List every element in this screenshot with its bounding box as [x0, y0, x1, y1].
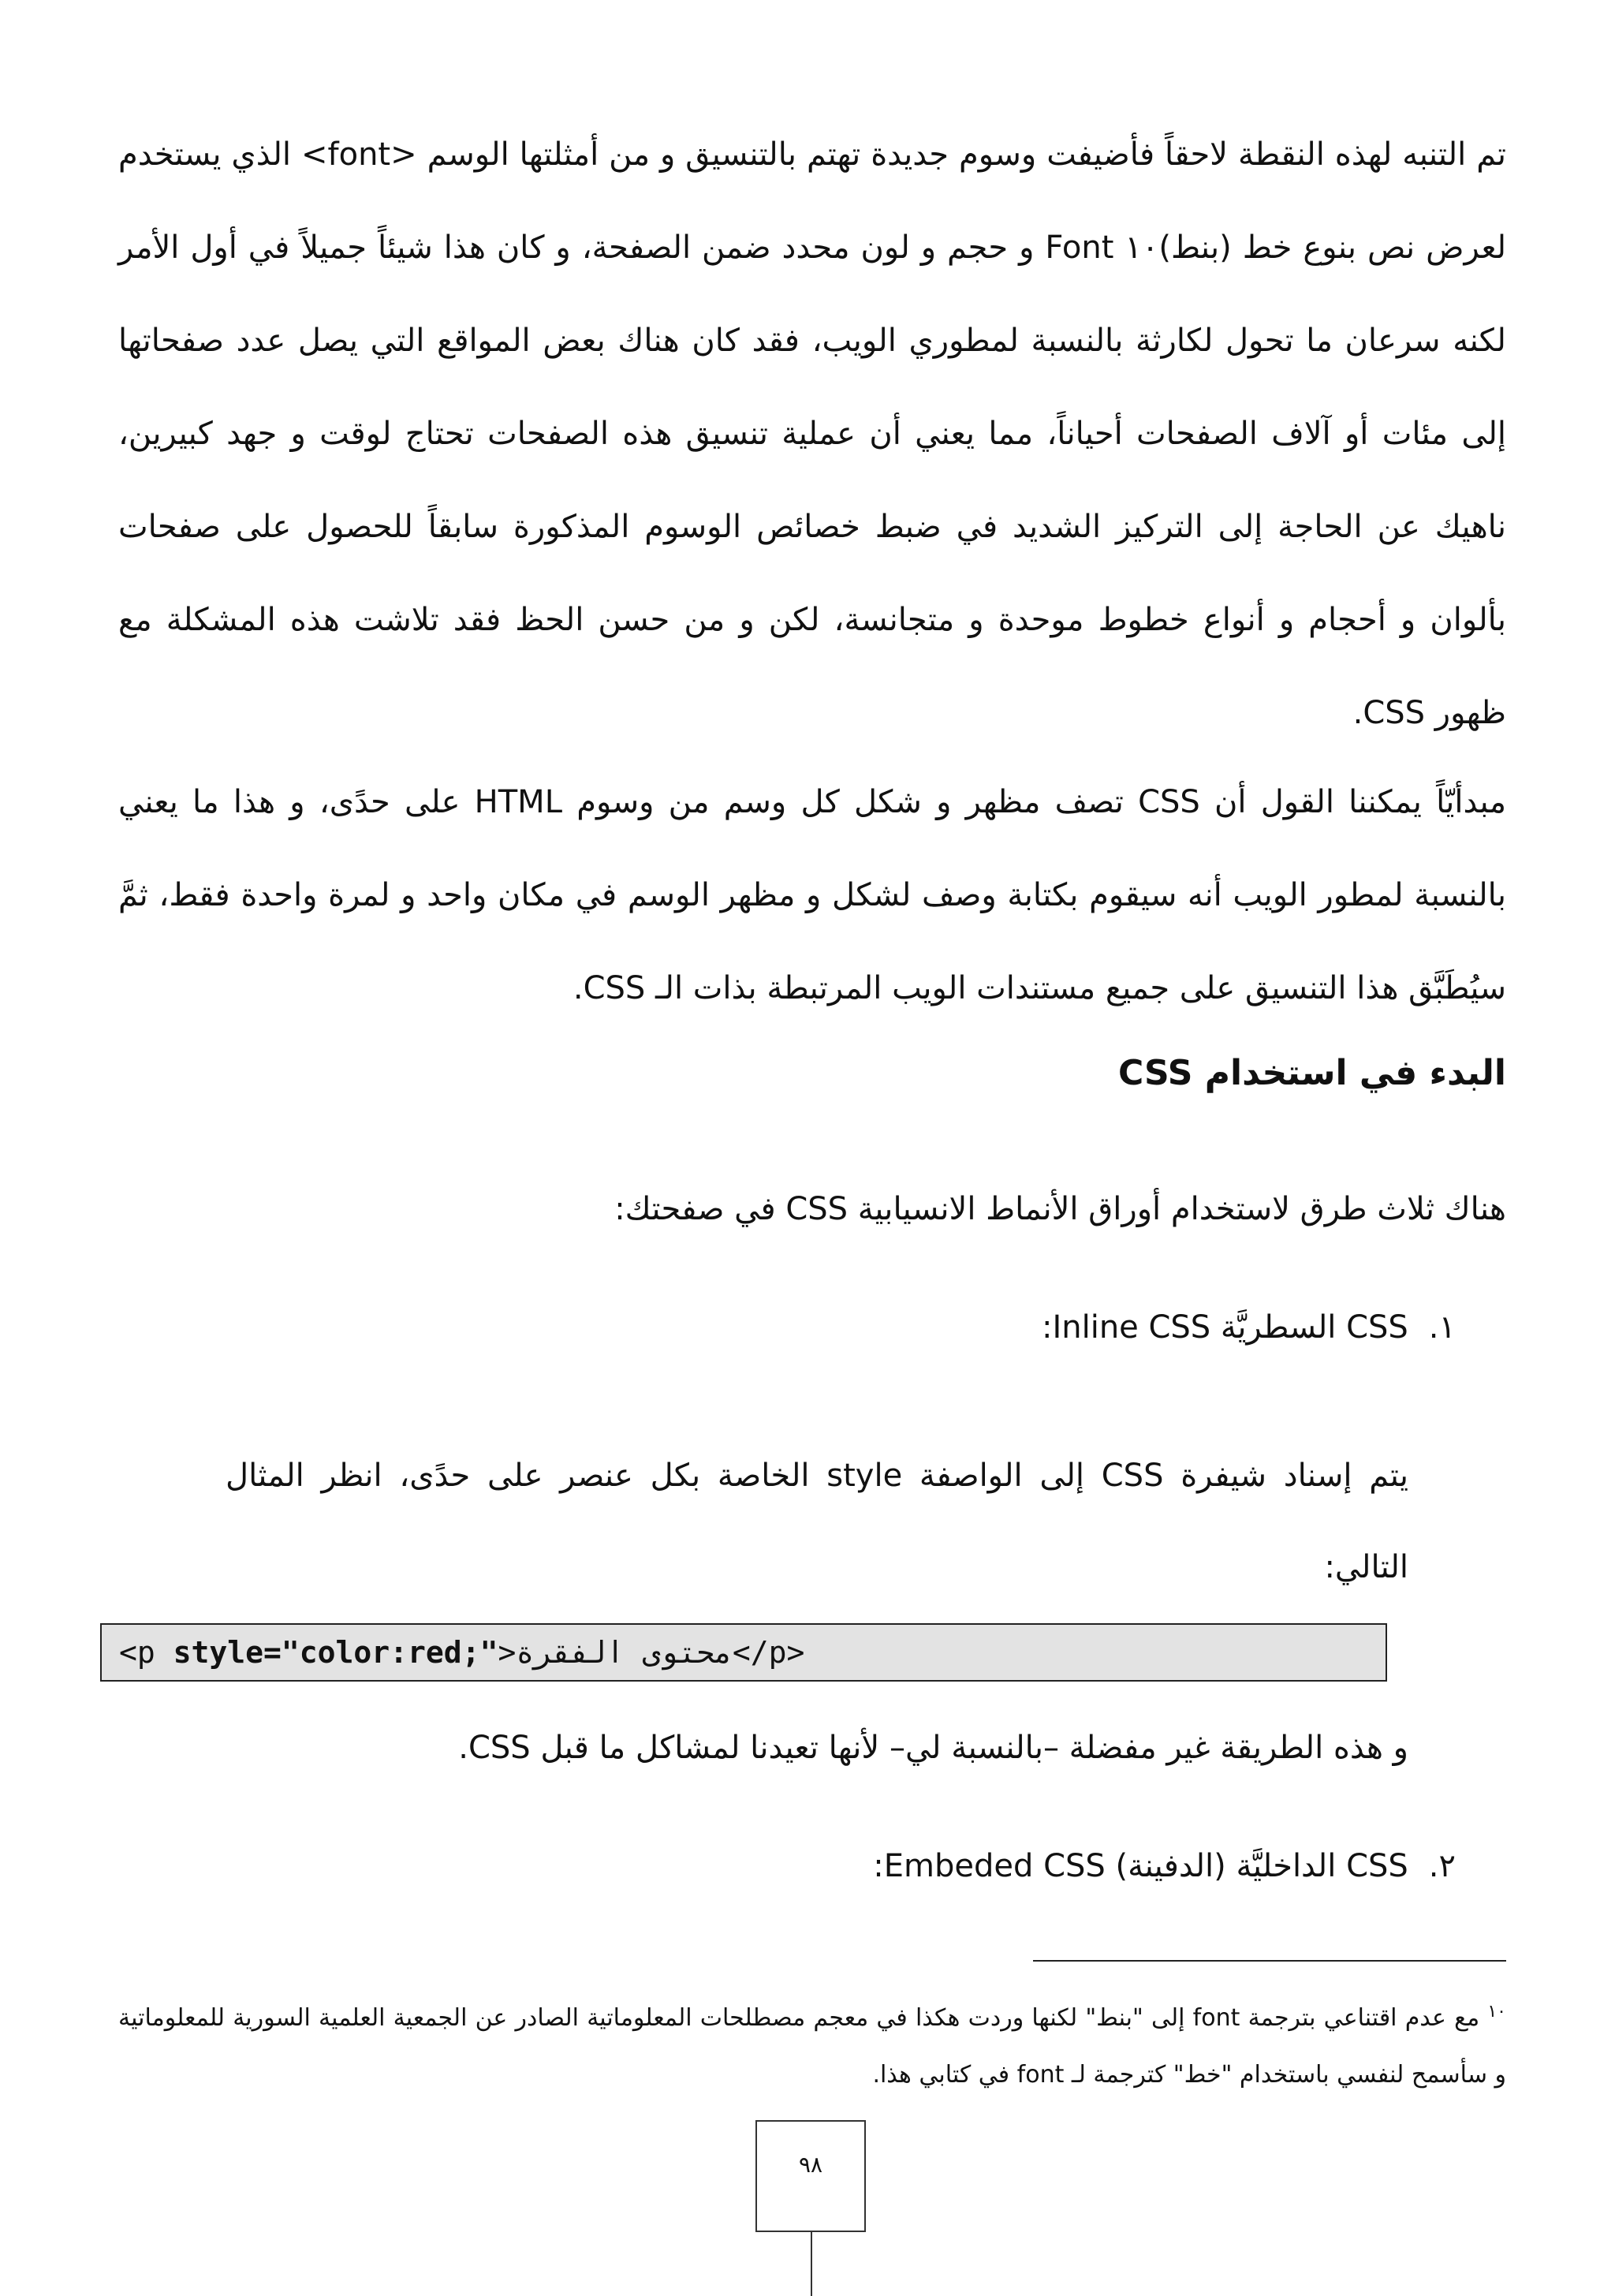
list-item-number: ٢.	[1428, 1848, 1456, 1884]
page-number: ٩٨	[755, 2120, 866, 2232]
code-example	[100, 1623, 1387, 1682]
methods-intro: هناك ثلاث طرق لاستخدام أوراق الأنماط الانسيابية CSS في صفحتك:	[614, 1191, 1506, 1227]
inline-css-note: و هذه الطريقة غير مفضلة –بالنسبة لي– لأنها تعيدنا لمشاكل ما قبل CSS.	[458, 1730, 1408, 1766]
code-style-attribute: style="color:red;"	[173, 1635, 498, 1670]
list-item-text: CSS الداخليَّة (الدفينة) Embeded CSS:	[873, 1848, 1408, 1884]
code-open-tag: <p	[119, 1635, 173, 1670]
footnote-text: مع عدم اقتناعي بترجمة font إلى "بنط" لكنها وردت هكذا في معجم مصطلحات المعلوماتية الصادر عن الجمعية العلمية السورية للمعلوماتية و سأسمح لنفسي باستخدام "خط" كترجمة لـ font في كتابي هذا.	[118, 2004, 1506, 2089]
list-item-embedded-css	[509, 1848, 1456, 1884]
page-number-line	[811, 2232, 812, 2296]
footnote-marker: ١٠	[1487, 2002, 1506, 2022]
footnote-divider	[1033, 1960, 1506, 1962]
body-paragraph-font-tag: تم التنبه لهذه النقطة لاحقاً فأضيفت وسوم جديدة تهتم بالتنسيق و من أمثلتها الوسم <font> الذي يستخدم لعرض نص بنوع خط (بنط)١٠ Font و حجم و لون محدد ضمن الصفحة، و كان هذا شيئاً جميلاً في أول الأمر لكنه سرعان ما تحول لكارثة بالنسبة لمطوري الويب، فقد كان هناك بعض المواقع التي يصل عدد صفحاتها إلى مئات أو آلاف الصفحات أحياناً، مما يعني أن عملية تنسيق هذه الصفحات تحتاج لوقت و جهد كبيرين، ناهيك عن الحاجة إلى التركيز الشديد في ضبط خصائص الوسوم المذكورة سابقاً للحصول على صفحات بألوان و أحجام و أنواع خطوط موحدة و متجانسة، لكن و من حسن الحظ فقد تلاشت هذه المشكلة مع ظهور CSS.	[118, 136, 1507, 731]
code-content: محتوى الفقرة	[516, 1635, 733, 1670]
footnote	[118, 1990, 1506, 2104]
code-tag-end: >	[498, 1635, 517, 1670]
list-item-text: CSS السطريَّة Inline CSS:	[1041, 1309, 1408, 1346]
code-close-tag: </p>	[732, 1635, 805, 1670]
inline-css-description: يتم إسناد شيفرة CSS إلى الواصفة style الخاصة بكل عنصر على حدًى، انظر المثال التالي:	[226, 1458, 1409, 1585]
list-item-number: ١.	[1428, 1309, 1456, 1346]
section-heading: البدء في استخدام CSS	[1117, 1053, 1506, 1093]
list-item-inline-css	[509, 1309, 1456, 1346]
body-paragraph-css-intro: مبدأيّاً يمكننا القول أن CSS تصف مظهر و شكل كل وسم من وسوم HTML على حدًى، و هذا ما يعني بالنسبة لمطور الويب أنه سيقوم بكتابة وصف لشكل و مظهر الوسم في مكان واحد و لمرة واحدة فقط، ثمَّ سيُطَبَّق هذا التنسيق على جميع مستندات الويب المرتبطة بذات الـ CSS.	[118, 784, 1507, 1006]
